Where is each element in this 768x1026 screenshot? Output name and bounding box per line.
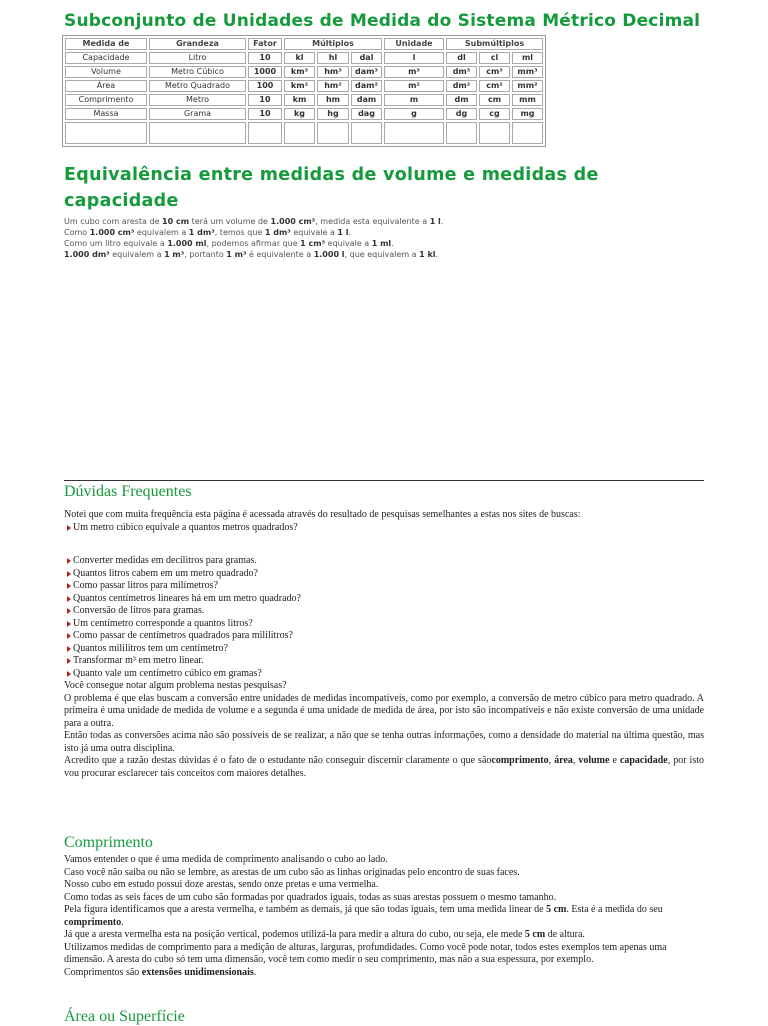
header-multiplos: Múltiplos xyxy=(284,38,382,50)
list-item xyxy=(64,605,704,618)
duvidas-intro-block xyxy=(64,509,704,534)
text: Como um litro equivale a xyxy=(64,239,168,248)
table-cell xyxy=(479,122,510,144)
paragraph xyxy=(64,904,704,929)
list-item-text: Um metro cúbico equivale a quantos metros quadrados? xyxy=(73,521,298,533)
text: . xyxy=(391,239,394,248)
section-title-area: Área ou Superfície xyxy=(64,1008,185,1025)
table-cell xyxy=(512,122,543,144)
text: 1.000 cm³ xyxy=(89,228,135,237)
paragraph: Caso você não saiba ou não se lembre, as arestas de um cubo são as linhas originadas pelo encontro de suas faces. xyxy=(64,866,520,878)
text: . xyxy=(253,966,257,978)
section-title-comprimento: Comprimento xyxy=(64,834,153,851)
list-item xyxy=(64,568,704,581)
text: 1 m³ xyxy=(164,250,185,259)
text: . xyxy=(435,250,439,259)
text: 1 cm³ xyxy=(300,239,326,248)
header-grandeza: Grandeza xyxy=(149,38,246,50)
paragraph xyxy=(64,967,704,980)
text: , xyxy=(548,755,555,766)
table-cell: dm² xyxy=(446,80,477,92)
text: extensões unidimensionais xyxy=(141,966,254,978)
table-cell xyxy=(317,122,349,144)
table-cell: m² xyxy=(384,80,444,92)
table-cell: km³ xyxy=(284,66,315,78)
equivalence-line xyxy=(64,249,443,260)
table-cell: kl xyxy=(284,52,315,64)
table-cell: Metro Quadrado xyxy=(149,80,246,92)
text: Já que a aresta vermelha esta na posição vertical, podemos utilizá-la para medir a altura do cubo, ou seja, ele mede xyxy=(64,929,525,940)
header-medida: Medida de xyxy=(65,38,147,50)
table-cell: 10 xyxy=(248,94,282,106)
paragraph: Utilizamos medidas de comprimento para a medição de alturas, larguras, profundidades. Como você pode notar, todos estes exemplos tem apenas uma dimensão. A aresta do cubo só tem uma dimensão, você tem como medir o seu comprimento, mas não a sua espessura, por exemplo. xyxy=(64,941,667,965)
table-cell: mg xyxy=(512,108,543,120)
header-fator: Fator xyxy=(248,38,282,50)
table-cell: hm xyxy=(317,94,349,106)
text: , por isto vou procurar esclarecer tais conceitos com maiores detalhes. xyxy=(64,755,705,779)
text: área xyxy=(554,755,573,766)
text: 1 ml xyxy=(371,239,392,248)
list-item-text: Quantos mililitros tem um centímetro? xyxy=(73,642,228,654)
text: equivalem a xyxy=(134,228,189,237)
table-cell: Comprimento xyxy=(65,94,147,106)
paragraph xyxy=(64,755,704,780)
text: Como xyxy=(64,228,90,237)
table-cell xyxy=(65,122,147,144)
text: equivale a xyxy=(325,239,372,248)
table-row xyxy=(65,94,543,106)
list-item-text: Quantos litros cabem em um metro quadrado? xyxy=(73,567,258,579)
bullet-arrow-icon xyxy=(67,621,71,627)
text: 1 dm³ xyxy=(264,228,291,237)
paragraph: Nosso cubo em estudo possui doze arestas, sendo onze pretas e uma vermelha. xyxy=(64,879,379,890)
text: 1.000 dm³ xyxy=(64,250,110,259)
paragraph: Vamos entender o que é uma medida de comprimento analisando o cubo ao lado. xyxy=(64,854,388,865)
table-cell: mm² xyxy=(512,80,543,92)
text: equivalem a xyxy=(109,250,165,259)
table-cell: g xyxy=(384,108,444,120)
text: terá um volume de xyxy=(189,217,271,226)
text: comprimento xyxy=(491,755,549,766)
text: 5 cm xyxy=(524,929,546,940)
list-item xyxy=(64,618,704,631)
table-cell: kg xyxy=(284,108,315,120)
table-cell: ml xyxy=(512,52,543,64)
text: 1 dm³ xyxy=(188,228,215,237)
text: . xyxy=(121,916,124,928)
text: Pela figura identificamos que a aresta vermelha, e também as demais, já que são todas iguais, tem uma medida linear de xyxy=(64,904,547,915)
table-cell xyxy=(384,122,444,144)
table-cell xyxy=(248,122,282,144)
table-cell: hl xyxy=(317,52,349,64)
text: volume xyxy=(578,755,610,766)
table-cell: 10 xyxy=(248,108,282,120)
page-title: Subconjunto de Unidades de Medida do Sistema Métrico Decimal xyxy=(64,11,701,31)
comprimento-block xyxy=(64,854,704,979)
equivalence-line xyxy=(64,238,443,249)
list-item-text: Como passar de centímetros quadrados para mililitros? xyxy=(73,630,293,641)
bullet-arrow-icon xyxy=(67,633,71,639)
text: equivale a xyxy=(290,228,338,237)
text: de altura. xyxy=(545,929,585,940)
table-cell: dm xyxy=(446,94,477,106)
table-cell: dg xyxy=(446,108,477,120)
text: comprimento xyxy=(64,916,122,928)
equivalence-text xyxy=(64,216,443,260)
paragraph: Notei que com muita frequência esta página é acessada através do resultado de pesquisas semelhantes a estas nos sites de buscas: xyxy=(64,509,581,520)
text: , portanto xyxy=(184,250,227,259)
table-cell: dam³ xyxy=(351,66,382,78)
equivalence-line xyxy=(64,216,443,227)
table-cell: mm³ xyxy=(512,66,543,78)
text: Um cubo com aresta de xyxy=(64,217,163,226)
table-cell: Grama xyxy=(149,108,246,120)
list-item xyxy=(64,593,704,606)
list-item xyxy=(64,643,704,656)
table-cell xyxy=(284,122,315,144)
table-row xyxy=(65,52,543,64)
table-cell: dal xyxy=(351,52,382,64)
table-cell: Massa xyxy=(65,108,147,120)
list-item-text: Transformar m³ em metro linear. xyxy=(73,655,204,666)
section-title-duvidas: Dúvidas Frequentes xyxy=(64,483,192,500)
table-row xyxy=(65,80,543,92)
table-cell: dam xyxy=(351,94,382,106)
bullet-arrow-icon xyxy=(67,558,71,564)
header-submultiplos: Submúltiplos xyxy=(446,38,543,50)
table-cell xyxy=(351,122,382,144)
table-cell: dam² xyxy=(351,80,382,92)
bullet-arrow-icon xyxy=(67,525,71,531)
bullet-arrow-icon xyxy=(67,596,71,602)
table-cell: cm xyxy=(479,94,510,106)
table-cell: hm² xyxy=(317,80,349,92)
table-cell: dl xyxy=(446,52,477,64)
table-cell: Metro xyxy=(149,94,246,106)
paragraph xyxy=(64,929,704,942)
text: Acredito que a razão destas dúvidas é o fato de o estudante não conseguir discernir claramente o que são xyxy=(64,755,492,766)
table-cell: m³ xyxy=(384,66,444,78)
header-unidade: Unidade xyxy=(384,38,444,50)
text: , que equivalem a xyxy=(344,250,420,259)
text: 1.000 ml xyxy=(167,239,207,248)
table-cell: km xyxy=(284,94,315,106)
bullet-arrow-icon xyxy=(67,646,71,652)
duvidas-list-block xyxy=(64,555,704,780)
table-cell: dag xyxy=(351,108,382,120)
text: capacidade xyxy=(619,755,668,766)
text: , xyxy=(572,755,579,766)
text: . xyxy=(348,228,352,237)
text: 1 m³ xyxy=(226,250,247,259)
table-empty-row xyxy=(65,122,543,144)
list-item-text: Como passar litros para milímetros? xyxy=(73,580,218,591)
table-cell: 100 xyxy=(248,80,282,92)
bullet-arrow-icon xyxy=(67,608,71,614)
section-title-equivalencia: Equivalência entre medidas de volume e medidas de capacidade xyxy=(64,165,599,211)
horizontal-divider xyxy=(64,480,704,481)
table-cell: Área xyxy=(65,80,147,92)
paragraph: O problema é que elas buscam a conversão entre unidades de medidas incompatíveis, como por exemplo, a conversão de metro cúbico para metro quadrado. A primeira é uma unidade de medida de volume e a segunda é uma unidade de medida de área, por isto são incompatíveis e não existe conversão de uma unidade para a outra. xyxy=(64,692,704,729)
table-cell: m xyxy=(384,94,444,106)
text: é equivalente a xyxy=(246,250,314,259)
text: 1 l xyxy=(429,217,441,226)
table-cell: cg xyxy=(479,108,510,120)
text: 1 kl xyxy=(419,250,436,259)
table-cell: km² xyxy=(284,80,315,92)
table-cell: mm xyxy=(512,94,543,106)
list-item-text: Conversão de litros para gramas. xyxy=(73,605,205,616)
list-item xyxy=(64,655,704,668)
table-cell: Litro xyxy=(149,52,246,64)
bullet-arrow-icon xyxy=(67,583,71,589)
bullet-arrow-icon xyxy=(67,658,71,664)
table-cell: 10 xyxy=(248,52,282,64)
text: . xyxy=(440,217,444,226)
list-item xyxy=(64,580,704,593)
list-item xyxy=(64,522,704,535)
table-cell: cm³ xyxy=(479,66,510,78)
paragraph: Como todas as seis faces de um cubo são formadas por quadrados iguais, todas as suas arestas possuem o mesmo tamanho. xyxy=(64,891,557,903)
table-cell: hm³ xyxy=(317,66,349,78)
table-row xyxy=(65,108,543,120)
text: 1 l xyxy=(337,228,349,237)
text: 5 cm xyxy=(546,904,567,915)
list-item xyxy=(64,555,704,568)
table-cell: l xyxy=(384,52,444,64)
paragraph: Então todas as conversões acima não são possíveis de se realizar, a não que se tenha outras informações, como a densidade do material na última questão, mas isto já uma outra disciplina. xyxy=(64,730,704,754)
table-cell: 1000 xyxy=(248,66,282,78)
list-item xyxy=(64,668,704,681)
table-cell: Capacidade xyxy=(65,52,147,64)
text: , medida esta equivalente a xyxy=(315,217,430,226)
text: 1.000 l xyxy=(313,250,345,259)
bullet-arrow-icon xyxy=(67,571,71,577)
table-header-row xyxy=(65,38,543,50)
paragraph: Você consegue notar algum problema nestas pesquisas? xyxy=(64,680,287,691)
text: . Esta é a medida do seu xyxy=(566,904,663,915)
table-cell xyxy=(446,122,477,144)
equivalence-line xyxy=(64,227,443,238)
text: e xyxy=(609,755,620,766)
units-table xyxy=(62,35,546,147)
table-cell: cl xyxy=(479,52,510,64)
table-cell xyxy=(149,122,246,144)
table-cell: cm² xyxy=(479,80,510,92)
table-cell: Volume xyxy=(65,66,147,78)
table-cell: dm³ xyxy=(446,66,477,78)
list-item xyxy=(64,630,704,643)
text: , temos que xyxy=(214,228,265,237)
text: 10 cm xyxy=(162,217,190,226)
text: 1.000 cm³ xyxy=(270,217,316,226)
text: Comprimentos são xyxy=(64,966,142,978)
list-item-text: Quantos centímetros lineares há em um metro quadrado? xyxy=(73,592,301,604)
list-item-text: Um centímetro corresponde a quantos litros? xyxy=(73,617,253,629)
table-row xyxy=(65,66,543,78)
table-cell: Metro Cúbico xyxy=(149,66,246,78)
list-item-text: Converter medidas em decilitros para gramas. xyxy=(73,555,257,566)
list-item-text: Quanto vale um centímetro cúbico em gramas? xyxy=(73,667,262,679)
text: , podemos afirmar que xyxy=(206,239,301,248)
table-cell: hg xyxy=(317,108,349,120)
bullet-arrow-icon xyxy=(67,671,71,677)
